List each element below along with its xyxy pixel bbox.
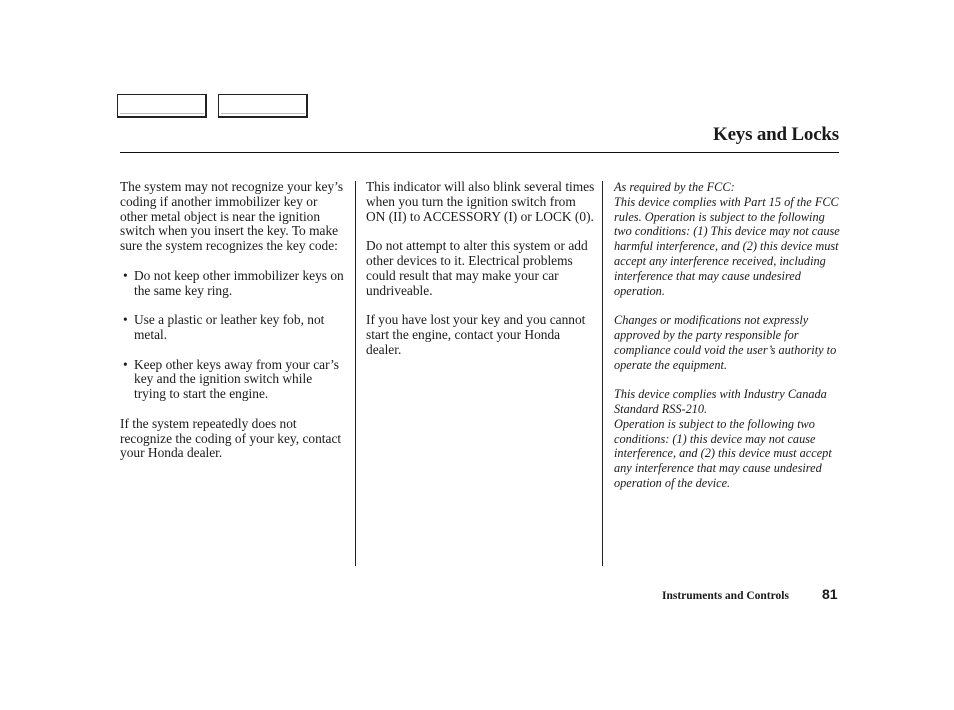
canada-line: This device complies with Industry Canada Standard RSS-210. bbox=[614, 387, 827, 416]
list-item-text: Use a plastic or leather key fob, not metal. bbox=[134, 312, 325, 342]
column-2 bbox=[366, 180, 596, 372]
paragraph: If the system repeatedly does not recognize the coding of your key, contact your Honda dealer. bbox=[120, 415, 342, 461]
column-3 bbox=[614, 180, 844, 506]
fcc-heading: As required by the FCC: bbox=[614, 180, 735, 194]
bullet-icon: • bbox=[123, 356, 128, 372]
list-item bbox=[120, 358, 345, 402]
list-item bbox=[120, 269, 345, 299]
bullet-icon: • bbox=[123, 267, 128, 283]
canada-text: Operation is subject to the following two conditions: (1) this device may not cause interference, and (2) this device must accept any interference that may cause undesired operation of the device. bbox=[614, 416, 832, 490]
page-number: 81 bbox=[822, 586, 838, 602]
fcc-notice bbox=[614, 180, 844, 298]
column-divider bbox=[602, 181, 603, 566]
column-divider bbox=[355, 181, 356, 566]
nav-button-next[interactable] bbox=[218, 94, 308, 118]
list-item bbox=[120, 313, 345, 343]
canada-notice bbox=[614, 387, 844, 491]
page-title: Keys and Locks bbox=[712, 124, 839, 145]
paragraph: Do not attempt to alter this system or add other devices to it. Electrical problems could result that may make your car undriveable. bbox=[366, 238, 588, 298]
paragraph: This indicator will also blink several times when you turn the ignition switch from ON (II) to ACCESSORY (I) or LOCK (0). bbox=[366, 179, 595, 224]
bullet-icon: • bbox=[123, 312, 128, 328]
column-1 bbox=[120, 180, 345, 476]
list-item-text: Keep other keys away from your car’s key and the ignition switch while trying to start the engine. bbox=[134, 356, 339, 402]
title-rule bbox=[120, 152, 839, 153]
footer-section-label: Instruments and Controls bbox=[662, 590, 789, 602]
fcc-text: This device complies with Part 15 of the FCC rules. Operation is subject to the following two conditions: (1) This device may not cause harmful interference, and (2) this device must accept any interference received, including interference that may cause undesired operation. bbox=[614, 194, 840, 298]
nav-button-previous[interactable] bbox=[117, 94, 207, 118]
list-item-text: Do not keep other immobilizer keys on the same key ring. bbox=[134, 267, 344, 298]
paragraph: The system may not recognize your key’s coding if another immobilizer key or other metal object is near the ignition switch when you insert the key. To make sure the system recognizes the key code: bbox=[120, 179, 344, 254]
paragraph: If you have lost your key and you cannot start the engine, contact your Honda dealer. bbox=[366, 312, 586, 357]
changes-notice: Changes or modifications not expressly approved by the party responsible for compliance could void the user’s authority to operate the equipment. bbox=[614, 313, 837, 372]
